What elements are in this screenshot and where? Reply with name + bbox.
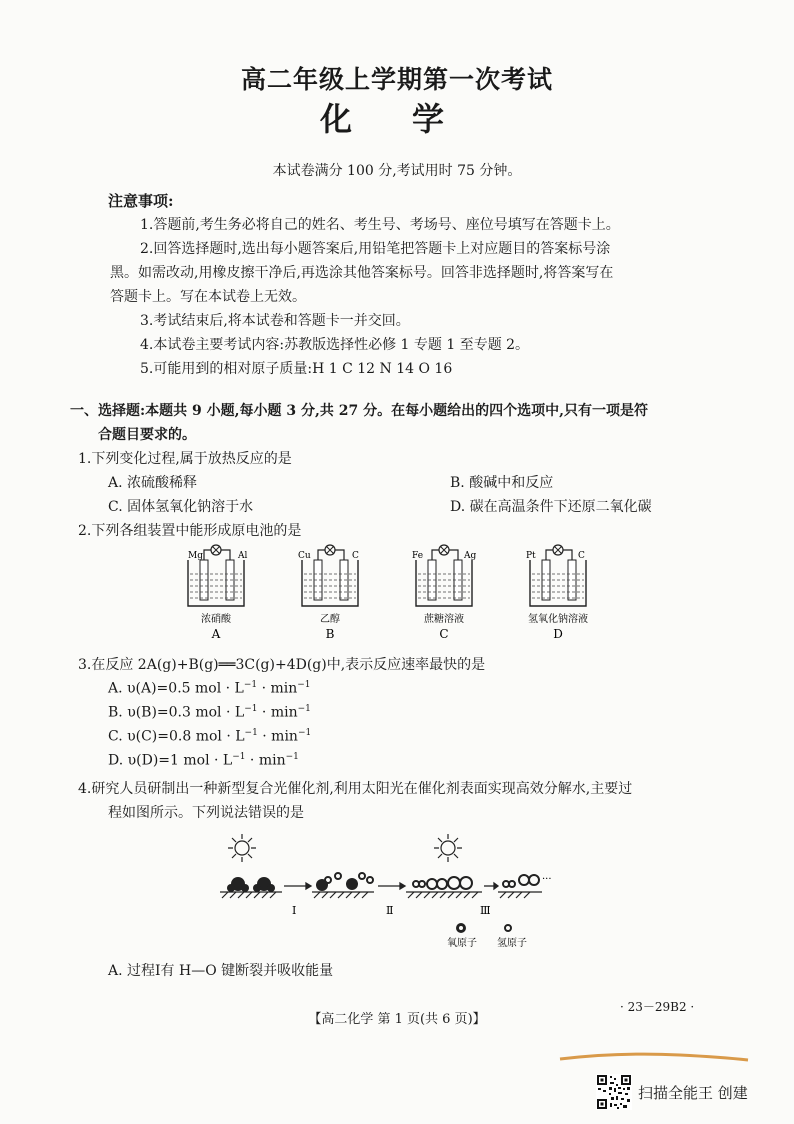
question-4-stem: 4.研究人员研制出一种新型复合光催化剂,利用太阳光在催化剂表面实现高效分解水,主要过 <box>78 781 633 797</box>
cell-letter: A <box>211 627 221 641</box>
solution-label: 蔗糖溶液 <box>424 614 464 625</box>
subject-title: 化学 <box>319 100 504 138</box>
notice-item: 黑。如需改动,用橡皮擦干净后,再选涂其他答案标号。回答非选择题时,将答案写在 <box>110 265 614 281</box>
legend-hydrogen: 氢原子 <box>497 938 527 949</box>
exam-subtitle: 本试卷满分 100 分,考试用时 75 分钟。 <box>272 163 522 179</box>
electrode-right: Ag <box>464 551 477 561</box>
stage-label: Ⅱ <box>386 904 394 917</box>
scanner-watermark: 扫描全能王 创建 <box>638 1084 748 1102</box>
cell-letter: D <box>553 627 563 641</box>
q1-option-a: A. 浓硫酸稀释 <box>108 475 198 491</box>
notice-item: 2.回答选择题时,选出每小题答案后,用铅笔把答题卡上对应题目的答案标号涂 <box>140 241 611 257</box>
q2-galvanic-cells-figure <box>180 540 620 650</box>
solution-label: 氢氧化钠溶液 <box>528 614 588 625</box>
exam-title: 高二年级上学期第一次考试 <box>240 65 553 94</box>
stage-label: Ⅰ <box>292 904 297 917</box>
electrode-right: C <box>578 551 585 561</box>
page-footer: 【高二化学 第 1 页(共 6 页)】 <box>308 1012 486 1027</box>
question-2-stem: 2.下列各组装置中能形成原电池的是 <box>78 523 302 539</box>
cell-letter: C <box>439 627 449 641</box>
notice-item: 5.可能用到的相对原子质量:H 1 C 12 N 14 O 16 <box>140 361 453 377</box>
sun-icon <box>228 834 256 862</box>
q3-option-d: D. υ(D)=1 mol · $L^{-1} \cdot \min^{-1}$ <box>108 752 299 769</box>
cell-letter: B <box>325 627 335 641</box>
solution-label: 浓硝酸 <box>201 614 231 625</box>
q3-option-a: A. υ(A)=0.5 mol · $L^{-1} \cdot \min^{-1}$ <box>108 680 311 697</box>
electrode-left: Mg <box>188 551 203 561</box>
q3-option-c: C. υ(C)=0.8 mol · $L^{-1} \cdot \min^{-1}$ <box>108 728 312 745</box>
cell-b <box>298 545 359 641</box>
exam-code: · 23－29B2 · <box>620 1000 695 1014</box>
q4-option-a: A. 过程Ⅰ有 H—O 键断裂并吸收能量 <box>108 963 334 979</box>
question-4-stem-cont: 程如图所示。下列说法错误的是 <box>108 805 304 821</box>
notice-item: 1.答题前,考生务必将自己的姓名、考生号、考场号、座位号填写在答题卡上。 <box>140 217 620 233</box>
q1-option-b: B. 酸碱中和反应 <box>450 475 554 491</box>
cell-c <box>412 545 476 641</box>
cell-a <box>188 545 247 641</box>
notice-title: 注意事项: <box>108 192 174 210</box>
notice-item: 答题卡上。写在本试卷上无效。 <box>110 289 306 305</box>
question-3-stem: 3.在反应 2A(g)+B(g)══3C(g)+4D(g)中,表示反应速率最快的是 <box>78 657 486 673</box>
electrode-left: Pt <box>526 551 536 561</box>
section-heading: 一、选择题:本题共 9 小题,每小题 3 分,共 27 分。在每小题给出的四个选项中,只有一项是符 <box>70 403 648 419</box>
electrode-left: Fe <box>412 551 424 561</box>
sun-icon <box>434 834 462 862</box>
q1-option-c: C. 固体氢氧化钠溶于水 <box>108 499 254 515</box>
question-1-stem: 1.下列变化过程,属于放热反应的是 <box>78 451 292 467</box>
decorative-stroke <box>560 1050 750 1064</box>
section-heading-cont: 合题目要求的。 <box>98 427 196 443</box>
cell-d <box>526 545 588 641</box>
qr-code-icon <box>596 1074 632 1110</box>
hydrogen-atom-icon <box>505 925 511 931</box>
electrode-right: Al <box>238 551 248 561</box>
q3-option-b: B. υ(B)=0.3 mol · $L^{-1} \cdot \min^{-1}$ <box>108 704 311 721</box>
electrode-left: Cu <box>298 551 311 561</box>
solution-label: 乙醇 <box>320 614 340 625</box>
notice-item: 4.本试卷主要考试内容:苏教版选择性必修 1 专题 1 至专题 2。 <box>140 337 530 353</box>
notice-item: 3.考试结束后,将本试卷和答题卡一并交回。 <box>140 313 410 329</box>
q4-water-splitting-figure <box>210 828 550 952</box>
q1-option-d: D. 碳在高温条件下还原二氧化碳 <box>450 499 652 515</box>
legend-oxygen: 氧原子 <box>447 938 477 949</box>
stage-label: Ⅲ <box>480 904 491 917</box>
ellipsis: ··· <box>542 874 552 885</box>
electrode-right: C <box>352 551 359 561</box>
